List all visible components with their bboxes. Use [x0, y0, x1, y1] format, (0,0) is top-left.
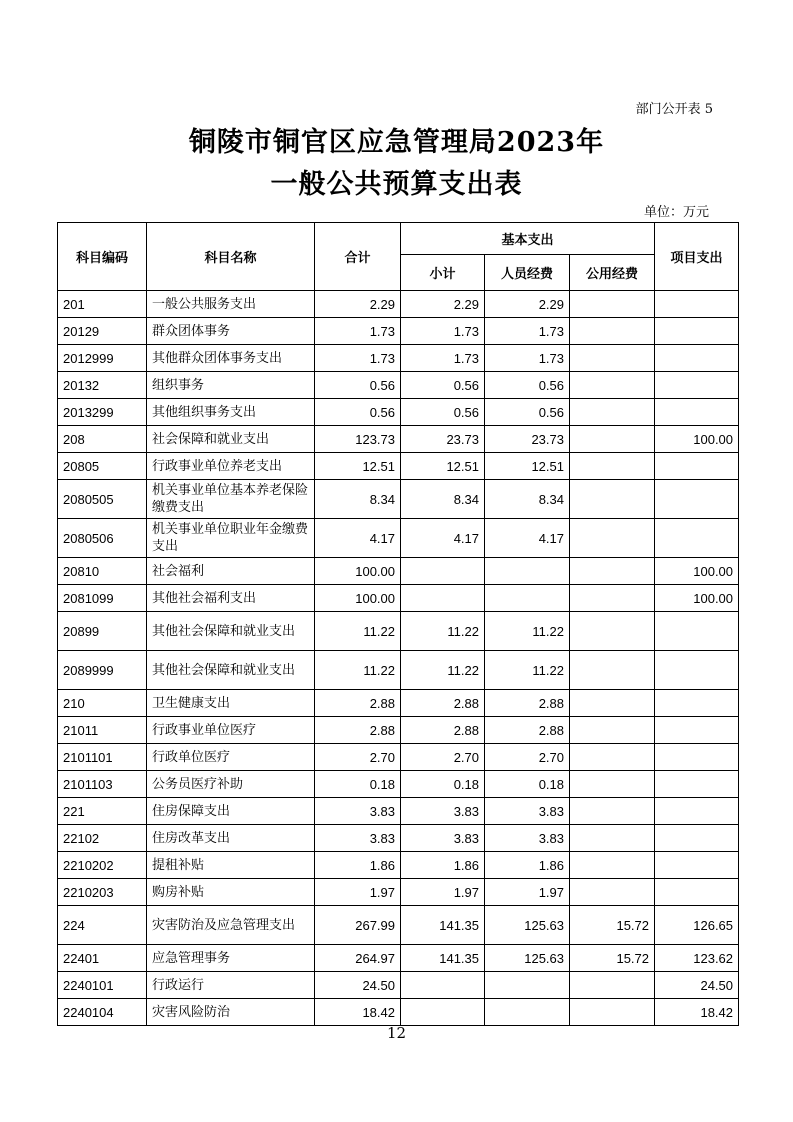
cell-name: 其他组织事务支出 — [147, 399, 315, 426]
cell-subtotal: 0.18 — [401, 771, 485, 798]
cell-personnel: 11.22 — [485, 651, 570, 690]
table-body — [58, 291, 739, 1026]
cell-code: 2240101 — [58, 972, 147, 999]
cell-public — [570, 480, 655, 519]
cell-subtotal: 3.83 — [401, 798, 485, 825]
cell-name: 其他社会保障和就业支出 — [147, 651, 315, 690]
cell-name: 住房保障支出 — [147, 798, 315, 825]
cell-name: 提租补贴 — [147, 852, 315, 879]
cell-name: 社会保障和就业支出 — [147, 426, 315, 453]
cell-name: 卫生健康支出 — [147, 690, 315, 717]
cell-public — [570, 972, 655, 999]
unit-label: 单位：万元 — [643, 205, 709, 220]
cell-code: 2240104 — [58, 999, 147, 1026]
table-row — [58, 744, 739, 771]
cell-personnel: 8.34 — [485, 480, 570, 519]
header-total: 合计 — [315, 223, 401, 291]
cell-subtotal — [401, 558, 485, 585]
cell-code: 2081099 — [58, 585, 147, 612]
cell-personnel: 2.70 — [485, 744, 570, 771]
cell-personnel: 2.88 — [485, 717, 570, 744]
cell-total: 2.88 — [315, 690, 401, 717]
cell-subtotal: 8.34 — [401, 480, 485, 519]
table-row — [58, 291, 739, 318]
cell-personnel: 0.18 — [485, 771, 570, 798]
table-row — [58, 999, 739, 1026]
cell-personnel: 125.63 — [485, 945, 570, 972]
cell-project — [655, 690, 739, 717]
cell-name: 住房改革支出 — [147, 825, 315, 852]
table-row — [58, 426, 739, 453]
cell-code: 2080506 — [58, 519, 147, 558]
cell-personnel: 1.73 — [485, 318, 570, 345]
cell-public — [570, 612, 655, 651]
cell-subtotal: 12.51 — [401, 453, 485, 480]
cell-project: 100.00 — [655, 585, 739, 612]
cell-name: 行政事业单位医疗 — [147, 717, 315, 744]
cell-public — [570, 399, 655, 426]
cell-subtotal — [401, 972, 485, 999]
cell-public — [570, 825, 655, 852]
cell-code: 22102 — [58, 825, 147, 852]
cell-project: 100.00 — [655, 426, 739, 453]
cell-project: 123.62 — [655, 945, 739, 972]
cell-project — [655, 399, 739, 426]
cell-code: 20805 — [58, 453, 147, 480]
cell-code: 201 — [58, 291, 147, 318]
cell-total: 2.29 — [315, 291, 401, 318]
table-row — [58, 879, 739, 906]
cell-project: 18.42 — [655, 999, 739, 1026]
cell-personnel: 23.73 — [485, 426, 570, 453]
cell-subtotal: 0.56 — [401, 372, 485, 399]
cell-personnel: 0.56 — [485, 399, 570, 426]
cell-name: 行政单位医疗 — [147, 744, 315, 771]
cell-subtotal: 1.86 — [401, 852, 485, 879]
cell-personnel: 0.56 — [485, 372, 570, 399]
cell-total: 12.51 — [315, 453, 401, 480]
cell-personnel: 3.83 — [485, 798, 570, 825]
cell-total: 0.18 — [315, 771, 401, 798]
cell-total: 18.42 — [315, 999, 401, 1026]
cell-subtotal: 141.35 — [401, 945, 485, 972]
cell-personnel: 1.73 — [485, 345, 570, 372]
cell-total: 267.99 — [315, 906, 401, 945]
cell-project — [655, 480, 739, 519]
cell-code: 20129 — [58, 318, 147, 345]
cell-code: 210 — [58, 690, 147, 717]
cell-project — [655, 453, 739, 480]
cell-code: 2089999 — [58, 651, 147, 690]
cell-subtotal: 1.73 — [401, 345, 485, 372]
table-number-label: 部门公开表 5 — [635, 102, 713, 117]
cell-project — [655, 651, 739, 690]
cell-personnel — [485, 585, 570, 612]
cell-total: 8.34 — [315, 480, 401, 519]
cell-code: 21011 — [58, 717, 147, 744]
cell-personnel: 4.17 — [485, 519, 570, 558]
cell-name: 机关事业单位职业年金缴费支出 — [147, 519, 315, 558]
cell-code: 22401 — [58, 945, 147, 972]
table-row — [58, 372, 739, 399]
cell-code: 2080505 — [58, 480, 147, 519]
table-row — [58, 480, 739, 519]
cell-project — [655, 879, 739, 906]
cell-personnel — [485, 972, 570, 999]
cell-project: 126.65 — [655, 906, 739, 945]
cell-subtotal: 141.35 — [401, 906, 485, 945]
cell-personnel — [485, 558, 570, 585]
cell-total: 0.56 — [315, 372, 401, 399]
cell-public — [570, 345, 655, 372]
cell-subtotal: 23.73 — [401, 426, 485, 453]
header-name: 科目名称 — [147, 223, 315, 291]
cell-code: 20132 — [58, 372, 147, 399]
cell-public — [570, 852, 655, 879]
cell-project: 24.50 — [655, 972, 739, 999]
cell-subtotal: 0.56 — [401, 399, 485, 426]
cell-total: 1.73 — [315, 345, 401, 372]
cell-public — [570, 318, 655, 345]
cell-project — [655, 372, 739, 399]
cell-code: 224 — [58, 906, 147, 945]
cell-code: 2101101 — [58, 744, 147, 771]
cell-public — [570, 585, 655, 612]
cell-public — [570, 426, 655, 453]
cell-subtotal — [401, 585, 485, 612]
cell-total: 11.22 — [315, 651, 401, 690]
cell-subtotal: 11.22 — [401, 651, 485, 690]
cell-code: 2210202 — [58, 852, 147, 879]
cell-name: 一般公共服务支出 — [147, 291, 315, 318]
cell-public — [570, 519, 655, 558]
cell-subtotal: 2.70 — [401, 744, 485, 771]
cell-personnel: 1.86 — [485, 852, 570, 879]
cell-total: 123.73 — [315, 426, 401, 453]
cell-name: 应急管理事务 — [147, 945, 315, 972]
cell-name: 购房补贴 — [147, 879, 315, 906]
cell-code: 20899 — [58, 612, 147, 651]
table-row — [58, 852, 739, 879]
cell-name: 社会福利 — [147, 558, 315, 585]
cell-subtotal: 1.97 — [401, 879, 485, 906]
page-title-line1: 铜陵市铜官区应急管理局2023年 — [188, 127, 605, 158]
table-row — [58, 612, 739, 651]
cell-total: 11.22 — [315, 612, 401, 651]
table-row — [58, 717, 739, 744]
table-row — [58, 798, 739, 825]
cell-public — [570, 690, 655, 717]
cell-total: 3.83 — [315, 798, 401, 825]
table-row — [58, 585, 739, 612]
cell-total: 2.88 — [315, 717, 401, 744]
cell-project — [655, 771, 739, 798]
cell-public — [570, 744, 655, 771]
table-row — [58, 972, 739, 999]
cell-code: 221 — [58, 798, 147, 825]
cell-project — [655, 519, 739, 558]
cell-total: 264.97 — [315, 945, 401, 972]
cell-total: 1.97 — [315, 879, 401, 906]
cell-subtotal: 2.29 — [401, 291, 485, 318]
cell-code: 2210203 — [58, 879, 147, 906]
header-public: 公用经费 — [570, 255, 655, 291]
table-row — [58, 399, 739, 426]
cell-project — [655, 825, 739, 852]
cell-public — [570, 453, 655, 480]
cell-public: 15.72 — [570, 945, 655, 972]
cell-public — [570, 291, 655, 318]
cell-subtotal: 3.83 — [401, 825, 485, 852]
cell-public — [570, 558, 655, 585]
cell-name: 其他群众团体事务支出 — [147, 345, 315, 372]
cell-name: 灾害防治及应急管理支出 — [147, 906, 315, 945]
table-row — [58, 519, 739, 558]
table-row — [58, 318, 739, 345]
table-row — [58, 825, 739, 852]
cell-personnel: 125.63 — [485, 906, 570, 945]
cell-personnel: 2.88 — [485, 690, 570, 717]
cell-total: 100.00 — [315, 585, 401, 612]
cell-public — [570, 771, 655, 798]
cell-code: 20810 — [58, 558, 147, 585]
cell-name: 群众团体事务 — [147, 318, 315, 345]
cell-public — [570, 879, 655, 906]
cell-total: 1.73 — [315, 318, 401, 345]
cell-project — [655, 612, 739, 651]
cell-subtotal — [401, 999, 485, 1026]
table-row — [58, 558, 739, 585]
table-row — [58, 651, 739, 690]
cell-project — [655, 798, 739, 825]
table-row — [58, 453, 739, 480]
cell-personnel: 3.83 — [485, 825, 570, 852]
cell-total: 4.17 — [315, 519, 401, 558]
cell-public: 15.72 — [570, 906, 655, 945]
cell-name: 灾害风险防治 — [147, 999, 315, 1026]
cell-subtotal: 2.88 — [401, 717, 485, 744]
cell-total: 1.86 — [315, 852, 401, 879]
cell-total: 3.83 — [315, 825, 401, 852]
header-basic-expenditure: 基本支出 — [401, 223, 655, 255]
cell-public — [570, 651, 655, 690]
cell-code: 2101103 — [58, 771, 147, 798]
header-code: 科目编码 — [58, 223, 147, 291]
cell-name: 组织事务 — [147, 372, 315, 399]
cell-subtotal: 1.73 — [401, 318, 485, 345]
cell-total: 2.70 — [315, 744, 401, 771]
cell-name: 其他社会保障和就业支出 — [147, 612, 315, 651]
page-number: 12 — [386, 1024, 407, 1042]
cell-personnel: 2.29 — [485, 291, 570, 318]
cell-name: 公务员医疗补助 — [147, 771, 315, 798]
page-title-line2: 一般公共预算支出表 — [270, 169, 523, 200]
table-row — [58, 906, 739, 945]
cell-personnel — [485, 999, 570, 1026]
cell-personnel: 1.97 — [485, 879, 570, 906]
cell-subtotal: 11.22 — [401, 612, 485, 651]
cell-subtotal: 4.17 — [401, 519, 485, 558]
cell-project — [655, 345, 739, 372]
cell-name: 其他社会福利支出 — [147, 585, 315, 612]
cell-name: 行政运行 — [147, 972, 315, 999]
cell-total: 0.56 — [315, 399, 401, 426]
cell-code: 208 — [58, 426, 147, 453]
table-row — [58, 771, 739, 798]
cell-public — [570, 999, 655, 1026]
cell-public — [570, 798, 655, 825]
header-project-expenditure: 项目支出 — [655, 223, 739, 291]
cell-project — [655, 852, 739, 879]
header-personnel: 人员经费 — [485, 255, 570, 291]
cell-code: 2012999 — [58, 345, 147, 372]
cell-code: 2013299 — [58, 399, 147, 426]
cell-public — [570, 717, 655, 744]
header-subtotal: 小计 — [401, 255, 485, 291]
cell-project — [655, 717, 739, 744]
budget-expenditure-table — [57, 222, 739, 1026]
cell-total: 100.00 — [315, 558, 401, 585]
cell-public — [570, 372, 655, 399]
cell-name: 行政事业单位养老支出 — [147, 453, 315, 480]
cell-personnel: 11.22 — [485, 612, 570, 651]
table-row — [58, 690, 739, 717]
cell-project — [655, 744, 739, 771]
cell-name: 机关事业单位基本养老保险缴费支出 — [147, 480, 315, 519]
table-row — [58, 345, 739, 372]
cell-project — [655, 291, 739, 318]
cell-total: 24.50 — [315, 972, 401, 999]
cell-project — [655, 318, 739, 345]
cell-subtotal: 2.88 — [401, 690, 485, 717]
table-row — [58, 945, 739, 972]
cell-project: 100.00 — [655, 558, 739, 585]
cell-personnel: 12.51 — [485, 453, 570, 480]
